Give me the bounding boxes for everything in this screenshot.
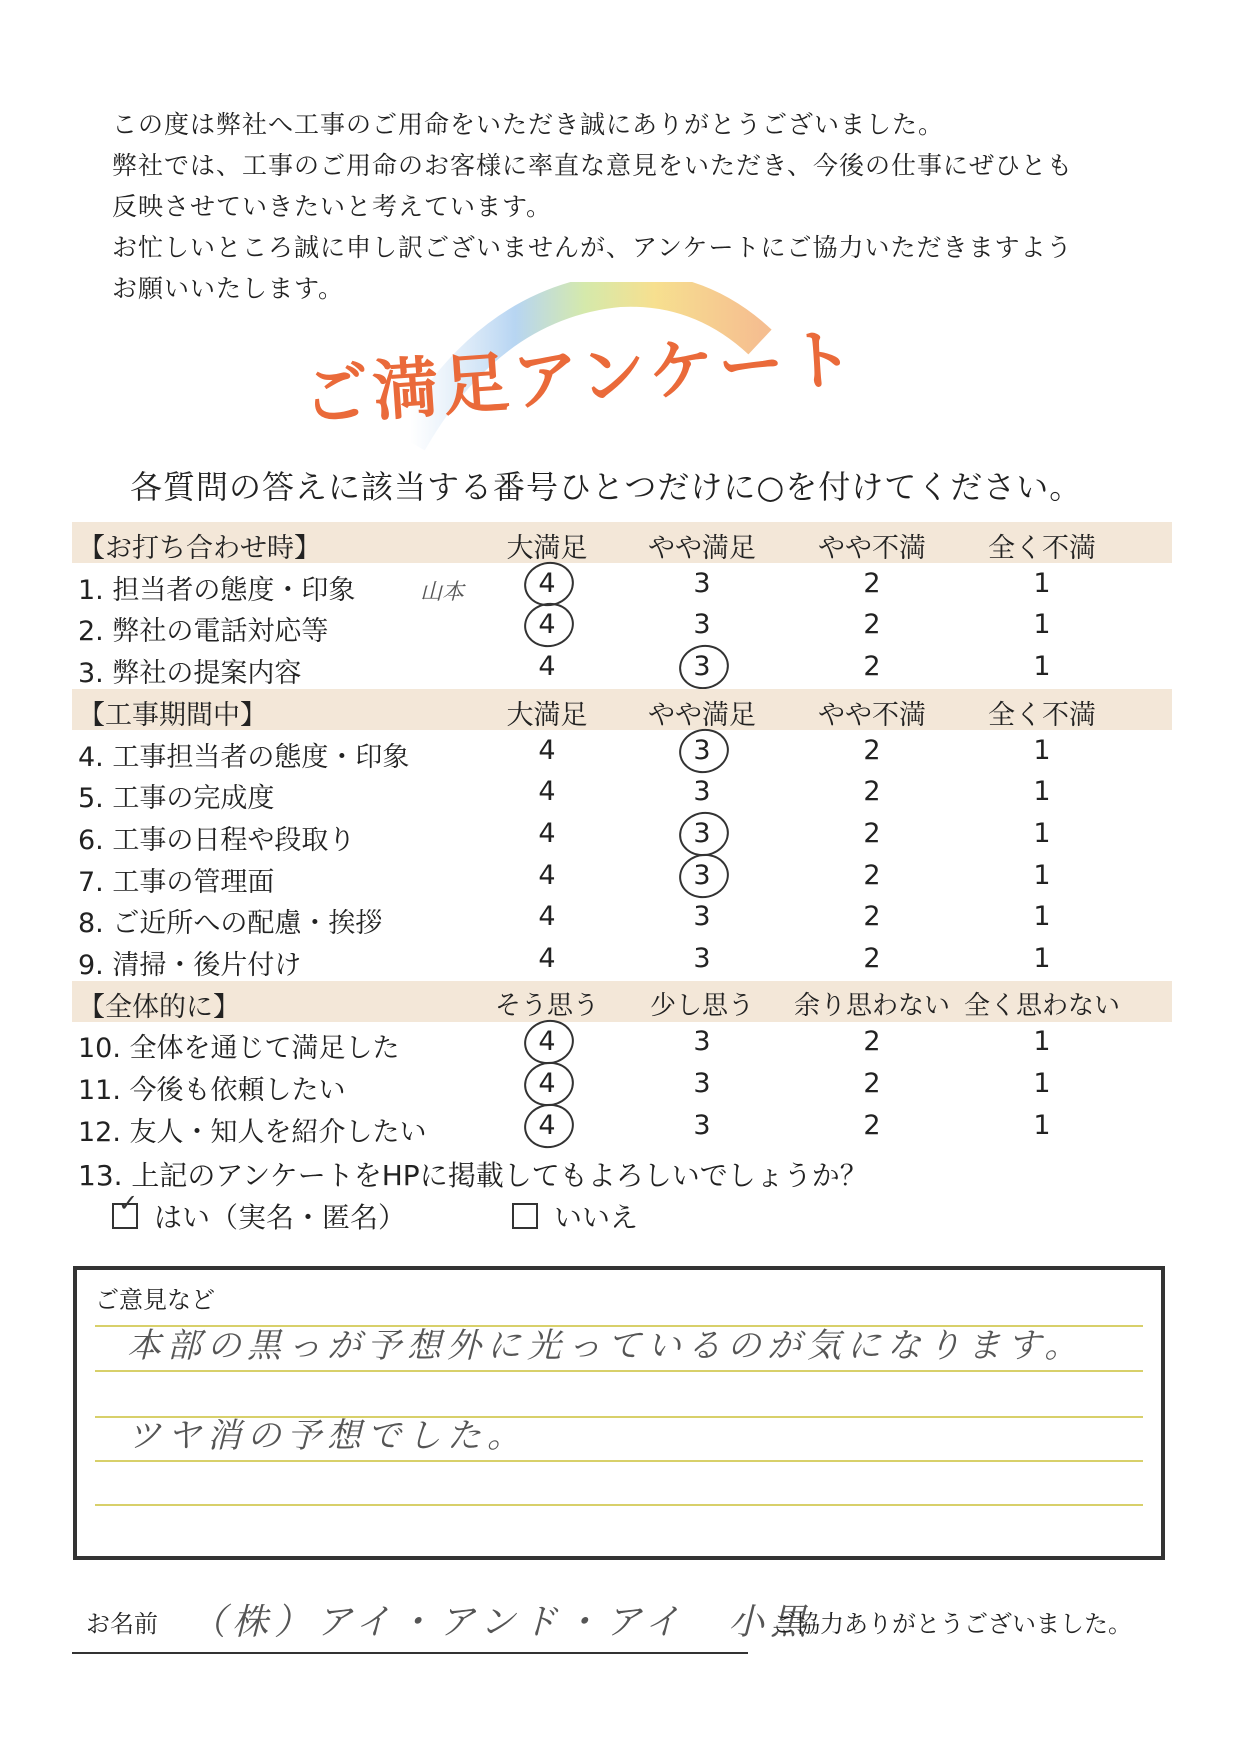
- column-header: やや不満: [818, 699, 926, 731]
- score-value: 1: [1033, 943, 1051, 974]
- question-row: [72, 564, 1172, 605]
- score-value: 2: [863, 901, 881, 933]
- score-value: 2: [863, 567, 881, 599]
- handwritten-note: 山本: [420, 580, 465, 605]
- instruction-text: 各質問の答えに該当する番号ひとつだけに○を付けてください。: [130, 468, 1083, 506]
- ruled-line: [95, 1370, 1143, 1372]
- score-option[interactable]: [617, 609, 787, 640]
- section-header: [72, 981, 1172, 1022]
- score-option[interactable]: [787, 901, 957, 932]
- column-header: やや満足: [648, 699, 756, 731]
- score-option[interactable]: [787, 943, 957, 974]
- question-row: [72, 897, 1172, 938]
- name-label: お名前: [86, 1610, 158, 1638]
- score-option[interactable]: [957, 1026, 1127, 1057]
- question-row: [72, 1064, 1172, 1105]
- intro-line: 弊社では、工事のご用命のお客様に率直な意見をいただき、今後の仕事にぜひとも: [112, 151, 1074, 180]
- score-value: 3: [693, 1109, 711, 1141]
- ruled-line: [95, 1460, 1143, 1462]
- intro-line: 反映させていきたいと考えています。: [112, 192, 553, 221]
- survey-title: ご満足アンケート: [300, 319, 861, 436]
- score-option[interactable]: [787, 776, 957, 807]
- score-value: 1: [1033, 1026, 1051, 1058]
- score-option[interactable]: [462, 1110, 632, 1141]
- score-value: 1: [1033, 901, 1051, 933]
- score-option[interactable]: [462, 1068, 632, 1099]
- q13-label: 13. 上記のアンケートをHPに掲載してもよろしいでしょうか？: [78, 1159, 868, 1192]
- score-value: 1: [1033, 567, 1051, 599]
- selected-score: 4: [538, 1026, 556, 1058]
- score-value: 1: [1033, 1109, 1051, 1141]
- question-label: 11. 今後も依頼したい: [78, 1075, 346, 1107]
- score-option[interactable]: [617, 818, 787, 849]
- score-option[interactable]: [462, 860, 632, 891]
- score-value: 2: [863, 1109, 881, 1141]
- comments-box: [73, 1266, 1165, 1560]
- score-value: 4: [538, 901, 556, 933]
- question-row: [72, 731, 1172, 772]
- score-option[interactable]: [787, 1068, 957, 1099]
- score-option[interactable]: [957, 651, 1127, 682]
- score-option[interactable]: [957, 568, 1127, 599]
- question-row: [72, 814, 1172, 855]
- section-title: 【工事期間中】: [78, 699, 267, 731]
- score-value: 3: [693, 567, 711, 599]
- question-label: 2. 弊社の電話対応等: [78, 616, 329, 648]
- score-option[interactable]: [957, 735, 1127, 766]
- score-option[interactable]: [957, 818, 1127, 849]
- column-header: やや満足: [648, 533, 756, 564]
- option-no[interactable]: [512, 1196, 638, 1236]
- selected-score: 3: [693, 817, 711, 849]
- score-option[interactable]: [462, 1026, 632, 1057]
- score-option[interactable]: [617, 860, 787, 891]
- score-value: 4: [538, 817, 556, 849]
- score-value: 2: [863, 1026, 881, 1058]
- score-option[interactable]: [617, 776, 787, 807]
- question-label: 12. 友人・知人を紹介したい: [78, 1116, 427, 1148]
- column-header: 大満足: [506, 533, 588, 564]
- score-value: 2: [863, 1068, 881, 1100]
- intro-line: お願いいたします。: [112, 274, 345, 303]
- score-option[interactable]: [787, 1110, 957, 1141]
- question-row: [72, 772, 1172, 813]
- score-option[interactable]: [957, 901, 1127, 932]
- comment-line-1: 本部の黒っが予想外に光っているのが気になります。: [127, 1326, 1085, 1366]
- question-label: 3. 弊社の提案内容: [78, 658, 302, 690]
- question-label: 9. 清掃・後片付け: [78, 950, 302, 981]
- column-header: やや不満: [818, 533, 926, 564]
- score-value: 2: [863, 817, 881, 849]
- question-label: 4. 工事担当者の態度・印象: [78, 741, 410, 773]
- score-option[interactable]: [462, 943, 632, 974]
- score-option[interactable]: [617, 943, 787, 974]
- yes-label: はい（実名・匿名）: [154, 1201, 407, 1234]
- column-header: 全く不満: [988, 699, 1096, 731]
- score-value: 2: [863, 651, 881, 683]
- question-row: [72, 1106, 1172, 1147]
- score-option[interactable]: [462, 568, 632, 599]
- selected-score: 3: [693, 734, 711, 766]
- question-label: 8. ご近所への配慮・挨拶: [78, 908, 383, 940]
- score-value: 1: [1033, 651, 1051, 683]
- intro-line: お忙しいところ誠に申し訳ございませんが、アンケートにご協力いただきますよう: [112, 233, 1073, 262]
- score-value: 2: [863, 734, 881, 766]
- score-value: 3: [693, 609, 711, 641]
- section-title: 【お打ち合わせ時】: [78, 533, 321, 564]
- score-option[interactable]: [617, 568, 787, 599]
- score-option[interactable]: [462, 651, 632, 682]
- score-option[interactable]: [787, 651, 957, 682]
- survey-title-area: [290, 282, 970, 452]
- column-header: 大満足: [506, 699, 588, 731]
- score-value: 3: [693, 943, 711, 974]
- intro-line: この度は弊社へ工事のご用命をいただき誠にありがとうございました。: [112, 110, 945, 139]
- selected-score: 4: [538, 1109, 556, 1141]
- score-value: 3: [693, 776, 711, 808]
- score-option[interactable]: [787, 568, 957, 599]
- question-row: [72, 1022, 1172, 1063]
- name-underline: [72, 1652, 748, 1654]
- score-option[interactable]: [787, 609, 957, 640]
- column-header: 全く不満: [988, 533, 1096, 564]
- score-value: 3: [693, 1026, 711, 1058]
- score-option[interactable]: [462, 901, 632, 932]
- score-option[interactable]: [617, 735, 787, 766]
- question-label: 6. 工事の日程や段取り: [78, 824, 356, 856]
- column-header: 余り思わない: [793, 990, 950, 1021]
- intro-text: [112, 104, 1132, 309]
- thanks-text: ご協力ありがとうございました。: [772, 1610, 1132, 1638]
- no-checkbox[interactable]: [512, 1203, 538, 1229]
- score-option[interactable]: [617, 1026, 787, 1057]
- question-row: [72, 605, 1172, 646]
- section-header: [72, 689, 1172, 730]
- name-value: （株）アイ・アンド・アイ 小黒: [190, 1602, 813, 1643]
- score-value: 4: [538, 776, 556, 808]
- score-value: 2: [863, 943, 881, 974]
- score-option[interactable]: [957, 1110, 1127, 1141]
- score-value: 4: [538, 734, 556, 766]
- score-value: 3: [693, 901, 711, 933]
- score-option[interactable]: [787, 1026, 957, 1057]
- score-value: 1: [1033, 734, 1051, 766]
- section-title: 【全体的に】: [78, 991, 240, 1023]
- selected-score: 3: [693, 651, 711, 683]
- question-row: [72, 856, 1172, 897]
- column-header: そう思う: [494, 990, 599, 1021]
- question-label: 5. 工事の完成度: [78, 783, 275, 815]
- score-value: 4: [538, 651, 556, 683]
- score-option[interactable]: [617, 1068, 787, 1099]
- score-option[interactable]: [462, 735, 632, 766]
- score-value: 1: [1033, 859, 1051, 891]
- ruled-line: [95, 1504, 1143, 1506]
- no-label: いいえ: [554, 1201, 639, 1234]
- score-option[interactable]: [462, 609, 632, 640]
- score-value: 3: [693, 1068, 711, 1100]
- score-option[interactable]: [462, 818, 632, 849]
- question-row: [72, 939, 1172, 980]
- selected-score: 3: [693, 859, 711, 891]
- score-option[interactable]: [617, 901, 787, 932]
- column-header: 全く思わない: [963, 990, 1120, 1021]
- comment-line-2: ツヤ消の予想でした。: [127, 1416, 527, 1456]
- question-label: 1. 担当者の態度・印象: [78, 574, 356, 606]
- score-option[interactable]: [787, 818, 957, 849]
- score-value: 4: [538, 859, 556, 891]
- question-label: 7. 工事の管理面: [78, 866, 275, 898]
- score-option[interactable]: [957, 943, 1127, 974]
- score-value: 1: [1033, 776, 1051, 808]
- section-header: [72, 522, 1172, 563]
- score-option[interactable]: [787, 735, 957, 766]
- score-option[interactable]: [957, 609, 1127, 640]
- selected-score: 4: [538, 1068, 556, 1100]
- comments-label: ご意見など: [95, 1286, 215, 1314]
- score-option[interactable]: [957, 860, 1127, 891]
- column-header: 少し思う: [649, 990, 754, 1021]
- score-option[interactable]: [957, 776, 1127, 807]
- score-value: 1: [1033, 1068, 1051, 1100]
- score-value: 1: [1033, 817, 1051, 849]
- score-value: 2: [863, 776, 881, 808]
- score-value: 2: [863, 609, 881, 641]
- score-value: 4: [538, 943, 556, 974]
- score-value: 1: [1033, 609, 1051, 641]
- score-option[interactable]: [787, 860, 957, 891]
- score-value: 2: [863, 859, 881, 891]
- score-option[interactable]: [957, 1068, 1127, 1099]
- question-label: 10. 全体を通じて満足した: [78, 1033, 400, 1065]
- score-option[interactable]: [617, 1110, 787, 1141]
- selected-score: 4: [538, 567, 556, 599]
- yes-checkbox[interactable]: [112, 1203, 138, 1229]
- score-option[interactable]: [462, 776, 632, 807]
- score-option[interactable]: [617, 651, 787, 682]
- question-row: [72, 647, 1172, 688]
- option-yes[interactable]: [112, 1196, 406, 1236]
- selected-score: 4: [538, 609, 556, 641]
